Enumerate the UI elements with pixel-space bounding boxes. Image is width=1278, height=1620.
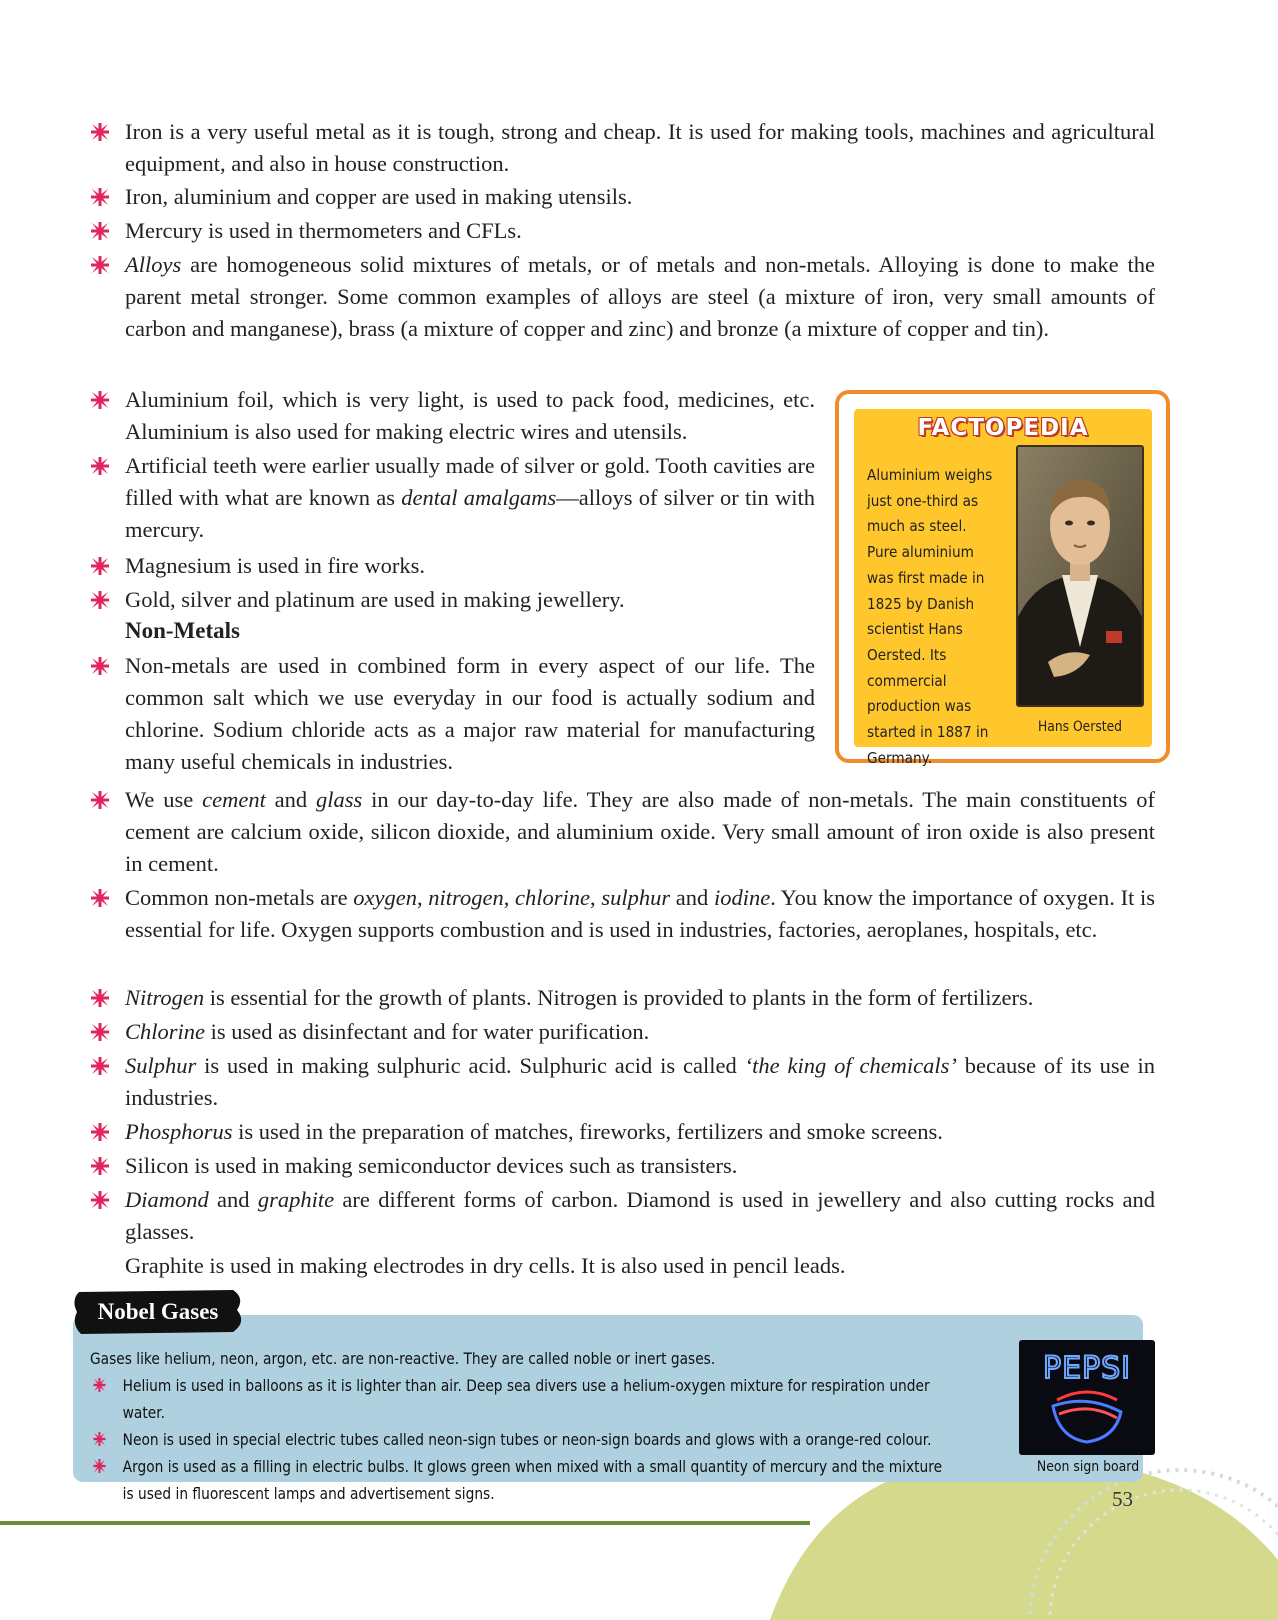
list-item: Argon is used as a filling in electric bulbs. It glows green when mixed with a small quantity of mercury and the mixture is used in fluorescent lamps and advertisement signs. <box>90 1453 950 1507</box>
hans-oersted-portrait <box>1016 445 1144 707</box>
bullet-icon <box>89 450 113 482</box>
svg-text:PEPSI: PEPSI <box>1042 1351 1132 1386</box>
list-item: Silicon is used in making semiconductor devices such as transisters. <box>125 1150 1155 1182</box>
list-item: Non-metals are used in combined form in every aspect of our life. The common salt which we use everyday in our food is actually sodium and chlorine. Sodium chloride acts as a major raw material for manufacturing many useful chemicals in industries. <box>125 650 815 778</box>
bullet-icon <box>89 1184 113 1216</box>
bullet-icon <box>89 1116 113 1148</box>
list-item: Gold, silver and platinum are used in making jewellery. <box>125 584 815 616</box>
list-item: Sulphur is used in making sulphuric acid. Sulphuric acid is called ‘the king of chemicals’ because of its use in industries. <box>125 1050 1155 1114</box>
factopedia-box <box>835 390 1170 767</box>
list-item: Chlorine is used as disinfectant and for water purification. <box>125 1016 1155 1048</box>
factopedia-text <box>867 463 997 771</box>
bullet-icon <box>89 215 113 247</box>
list-item: Magnesium is used in fire works. <box>125 550 815 582</box>
list-item: Common non-metals are oxygen, nitrogen, chlorine, sulphur and iodine. You know the importance of oxygen. It is essential for life. Oxygen supports combustion and is used in industries, factories, aeroplanes, hospitals, etc. <box>125 882 1155 946</box>
list-item: Nitrogen is essential for the growth of plants. Nitrogen is provided to plants in the form of fertilizers. <box>125 982 1155 1014</box>
bullet-icon <box>89 1016 113 1048</box>
bullet-icon <box>93 1378 105 1392</box>
bullet-icon <box>89 550 113 582</box>
bullet-icon <box>89 1150 113 1182</box>
noble-intro: Gases like helium, neon, argon, etc. are non-reactive. They are called noble or inert gases. <box>90 1349 716 1368</box>
bullet-icon <box>89 1050 113 1082</box>
bullet-icon <box>89 784 113 816</box>
neon-sign-image <box>1019 1340 1155 1455</box>
list-item: Iron, aluminium and copper are used in making utensils. <box>125 181 1155 213</box>
list-item: Diamond and graphite are different forms of carbon. Diamond is used in jewellery and also cutting rocks and glasses. <box>125 1184 1155 1248</box>
list-item: Phosphorus is used in the preparation of matches, fireworks, fertilizers and smoke screens. <box>125 1116 1155 1148</box>
bullet-icon <box>89 584 113 616</box>
fact-history: Pure aluminium was first made in 1825 by Danish scientist Hans Oersted. Its commercial production was started in 1887 in Germany. <box>867 543 989 767</box>
list-item: Helium is used in balloons as it is lighter than air. Deep sea divers use a helium-oxygen mixture for respiration under water. <box>90 1372 950 1426</box>
bullet-icon <box>89 882 113 914</box>
bullet-icon <box>93 1459 105 1473</box>
fact-weight: Aluminium weighs just one-third as much as steel. <box>867 466 993 536</box>
list-item: We use cement and glass in our day-to-day life. They are also made of non-metals. The main constituents of cement are calcium oxide, silicon dioxide, and aluminium oxide. Very small amount of iron oxide is also present in cement. <box>125 784 1155 880</box>
list-item: Neon is used in special electric tubes called neon-sign tubes or neon-sign boards and glows with a orange-red colour. <box>90 1426 950 1453</box>
bullet-icon <box>89 384 113 416</box>
list-item: Alloys are homogeneous solid mixtures of metals, or of metals and non-metals. Alloying is done to make the parent metal stronger. Some common examples of alloys are steel (a mixture of iron, very small amounts of carbon and manganese), brass (a mixture of copper and zinc) and bronze (a mixture of copper and tin). <box>125 249 1155 345</box>
non-metals-heading: Non-Metals <box>125 618 240 643</box>
bullet-icon <box>89 249 113 281</box>
noble-gases-tag: Nobel Gases <box>73 1288 243 1336</box>
bullet-icon <box>89 982 113 1014</box>
bullet-icon <box>89 181 113 213</box>
portrait-caption: Hans Oersted <box>1038 719 1122 735</box>
factopedia-title: FACTOPEDIA <box>917 415 1089 441</box>
neon-sign-caption: Neon sign board <box>1036 1459 1140 1475</box>
bullet-icon <box>89 650 113 682</box>
list-item: Aluminium foil, which is very light, is used to pack food, medicines, etc. Aluminium is also used for making electric wires and utensils. <box>125 384 815 448</box>
page-number: 53 <box>1112 1487 1133 1511</box>
bullet-icon <box>89 116 113 148</box>
graphite-paragraph: Graphite is used in making electrodes in dry cells. It is also used in pencil leads. <box>125 1253 846 1278</box>
noble-gases-text <box>90 1345 950 1507</box>
list-item: Mercury is used in thermometers and CFLs. <box>125 215 1155 247</box>
bullet-icon <box>93 1432 105 1446</box>
list-item: Artificial teeth were earlier usually made of silver or gold. Tooth cavities are filled with what are known as dental amalgams—alloys of silver or tin with mercury. <box>125 450 815 546</box>
list-item: Iron is a very useful metal as it is tough, strong and cheap. It is used for making tools, machines and agricultural equipment, and also in house construction. <box>125 116 1155 180</box>
